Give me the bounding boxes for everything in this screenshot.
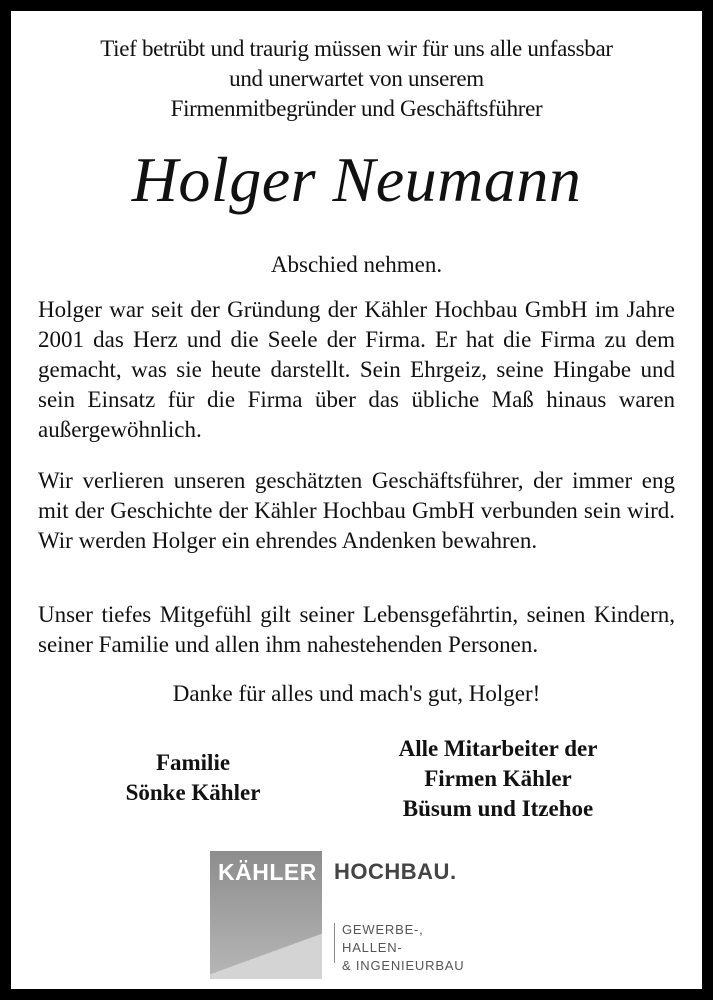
logo-subtitle-line: GEWERBE-, HALLEN- <box>342 922 424 955</box>
signature-line: Büsum und Itzehoe <box>402 796 594 821</box>
paragraph-tribute: Holger war seit der Gründung der Kähler Hochbau GmbH im Jahre 2001 das Herz und die Seele der Firma. Er hat die Firma zu dem gemacht, was sie heute darstellt. Sein Ehrgeiz, seine Hingabe und sein Einsatz für die Firma über das übliche Maß hinaus waren außergewöhnlich. <box>38 297 675 442</box>
signature-employees <box>360 734 636 824</box>
signature-line: Familie <box>155 750 231 775</box>
signature-line: Alle Mitarbeiter der <box>398 736 598 761</box>
logo-divider <box>334 923 335 963</box>
paragraph-remembrance: Wir verlieren unseren geschätzten Geschäftsführer, der immer eng mit der Geschichte der Kähler Hochbau GmbH verbunden sein wird. Wir werden Holger ein ehrendes Andenken bewahren. <box>38 468 675 553</box>
signature-family <box>100 748 286 808</box>
logo-mark <box>210 851 322 979</box>
intro-text <box>0 34 713 124</box>
logo-subtitle <box>342 921 470 975</box>
logo-title-text: HOCHBAU. <box>334 859 457 884</box>
paragraph-condolence: Unser tiefes Mitgefühl gilt seiner Lebensgefährtin, seinen Kindern, seiner Familie und allen ihm nahestehenden Personen. <box>38 602 675 657</box>
farewell-line: Abschied nehmen. <box>270 252 443 277</box>
signature-line: Sönke Kähler <box>125 780 261 805</box>
thanks-line: Danke für alles und mach's gut, Holger! <box>172 681 541 706</box>
deceased-name: Holger Neumann <box>131 144 582 215</box>
intro-line: Tief betrübt und traurig müssen wir für uns alle unfassbar <box>100 36 613 61</box>
company-logo <box>210 851 470 981</box>
logo-brand-text: KÄHLER <box>218 859 317 885</box>
intro-line: Firmenmitbegründer und Geschäftsführer <box>170 96 543 121</box>
intro-line: und unerwartet von unserem <box>229 66 484 91</box>
logo-subtitle-line: & INGENIEURBAU <box>342 958 465 973</box>
logo-mark-accent <box>210 929 322 979</box>
signature-line: Firmen Kähler <box>424 766 572 791</box>
